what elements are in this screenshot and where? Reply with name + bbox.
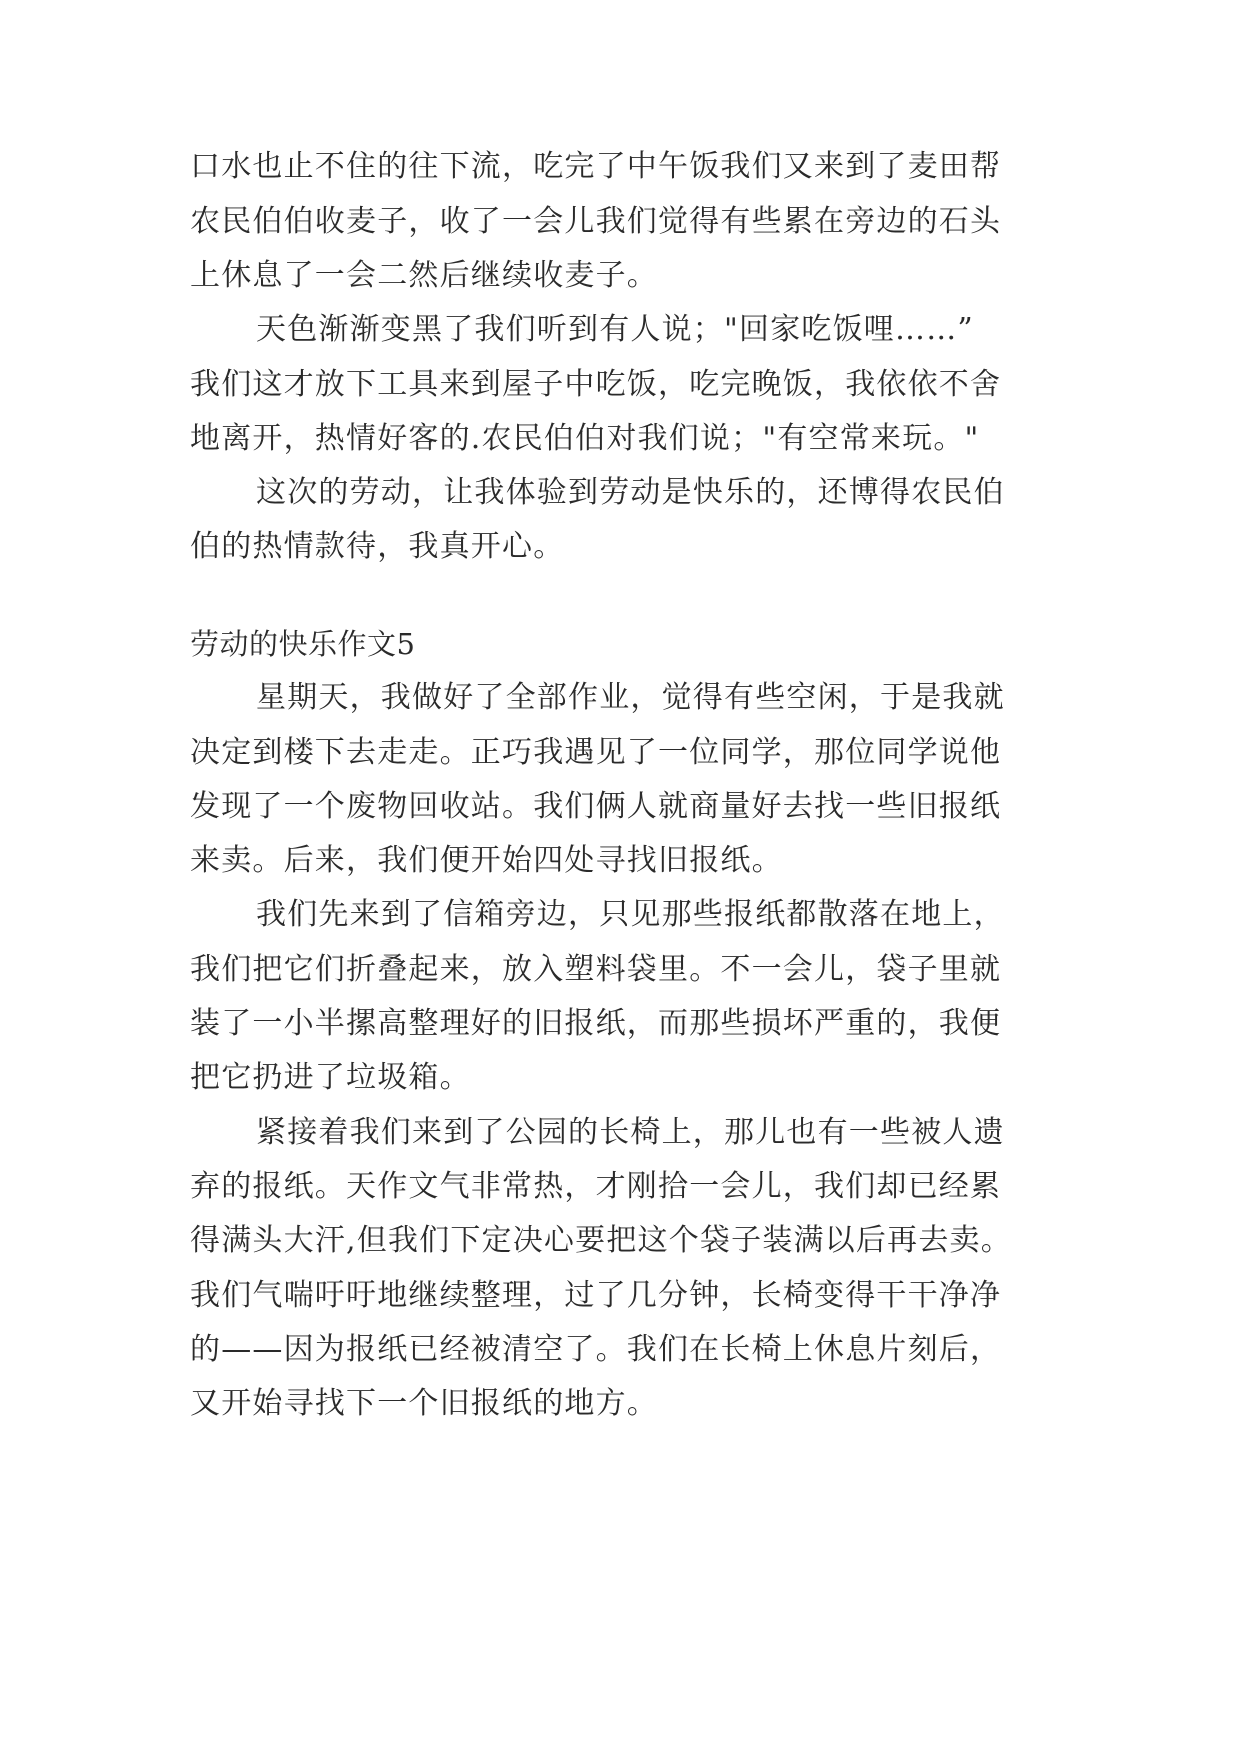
- text-line: 来卖。后来，我们便开始四处寻找旧报纸。: [190, 843, 783, 878]
- text-line: 决定到楼下去走走。正巧我遇见了一位同学，那位同学说他: [190, 735, 1002, 770]
- text-line: 我们这才放下工具来到屋子中吃饭，吃完晚饭，我依依不舍: [190, 367, 1002, 402]
- text-line: 星期天，我做好了全部作业，觉得有些空闲，于是我就: [256, 680, 1005, 715]
- text-line: 把它扔进了垃圾箱。: [190, 1060, 471, 1095]
- text-line: 弃的报纸。天作文气非常热，才刚拾一会儿，我们却已经累: [190, 1169, 1002, 1204]
- text-line: 发现了一个废物回收站。我们俩人就商量好去找一些旧报纸: [190, 789, 1002, 824]
- text-line: 我们把它们折叠起来，放入塑料袋里。不一会儿，袋子里就: [190, 952, 1002, 987]
- text-line: 上休息了一会二然后继续收麦子。: [190, 258, 658, 293]
- text-line: 我们气喘吁吁地继续整理，过了几分钟，长椅变得干干净净: [190, 1278, 1002, 1313]
- text-line: 农民伯伯收麦子，收了一会儿我们觉得有些累在旁边的石头: [190, 204, 1002, 239]
- text-line: 伯的热情款待，我真开心。: [190, 529, 565, 564]
- section-heading: 劳动的快乐作文5: [190, 627, 416, 661]
- text-line: 又开始寻找下一个旧报纸的地方。: [190, 1386, 658, 1421]
- text-line: 得满头大汗,但我们下定决心要把这个袋子装满以后再去卖。: [190, 1223, 1012, 1258]
- text-line: 的——因为报纸已经被清空了。我们在长椅上休息片刻后，: [190, 1332, 1002, 1367]
- text-line: 口水也止不住的往下流，吃完了中午饭我们又来到了麦田帮: [190, 149, 1002, 184]
- text-line: 紧接着我们来到了公园的长椅上，那儿也有一些被人遗: [256, 1115, 1005, 1150]
- text-line: 天色渐渐变黑了我们听到有人说；"回家吃饭哩……”: [256, 312, 974, 347]
- text-line: 装了一小半摞高整理好的旧报纸，而那些损坏严重的，我便: [190, 1006, 1002, 1041]
- text-line: 地离开，热情好客的.农民伯伯对我们说；"有空常来玩。": [190, 421, 980, 456]
- text-line: 这次的劳动，让我体验到劳动是快乐的，还博得农民伯: [256, 475, 1005, 510]
- text-line: 我们先来到了信箱旁边，只见那些报纸都散落在地上，: [256, 897, 1005, 932]
